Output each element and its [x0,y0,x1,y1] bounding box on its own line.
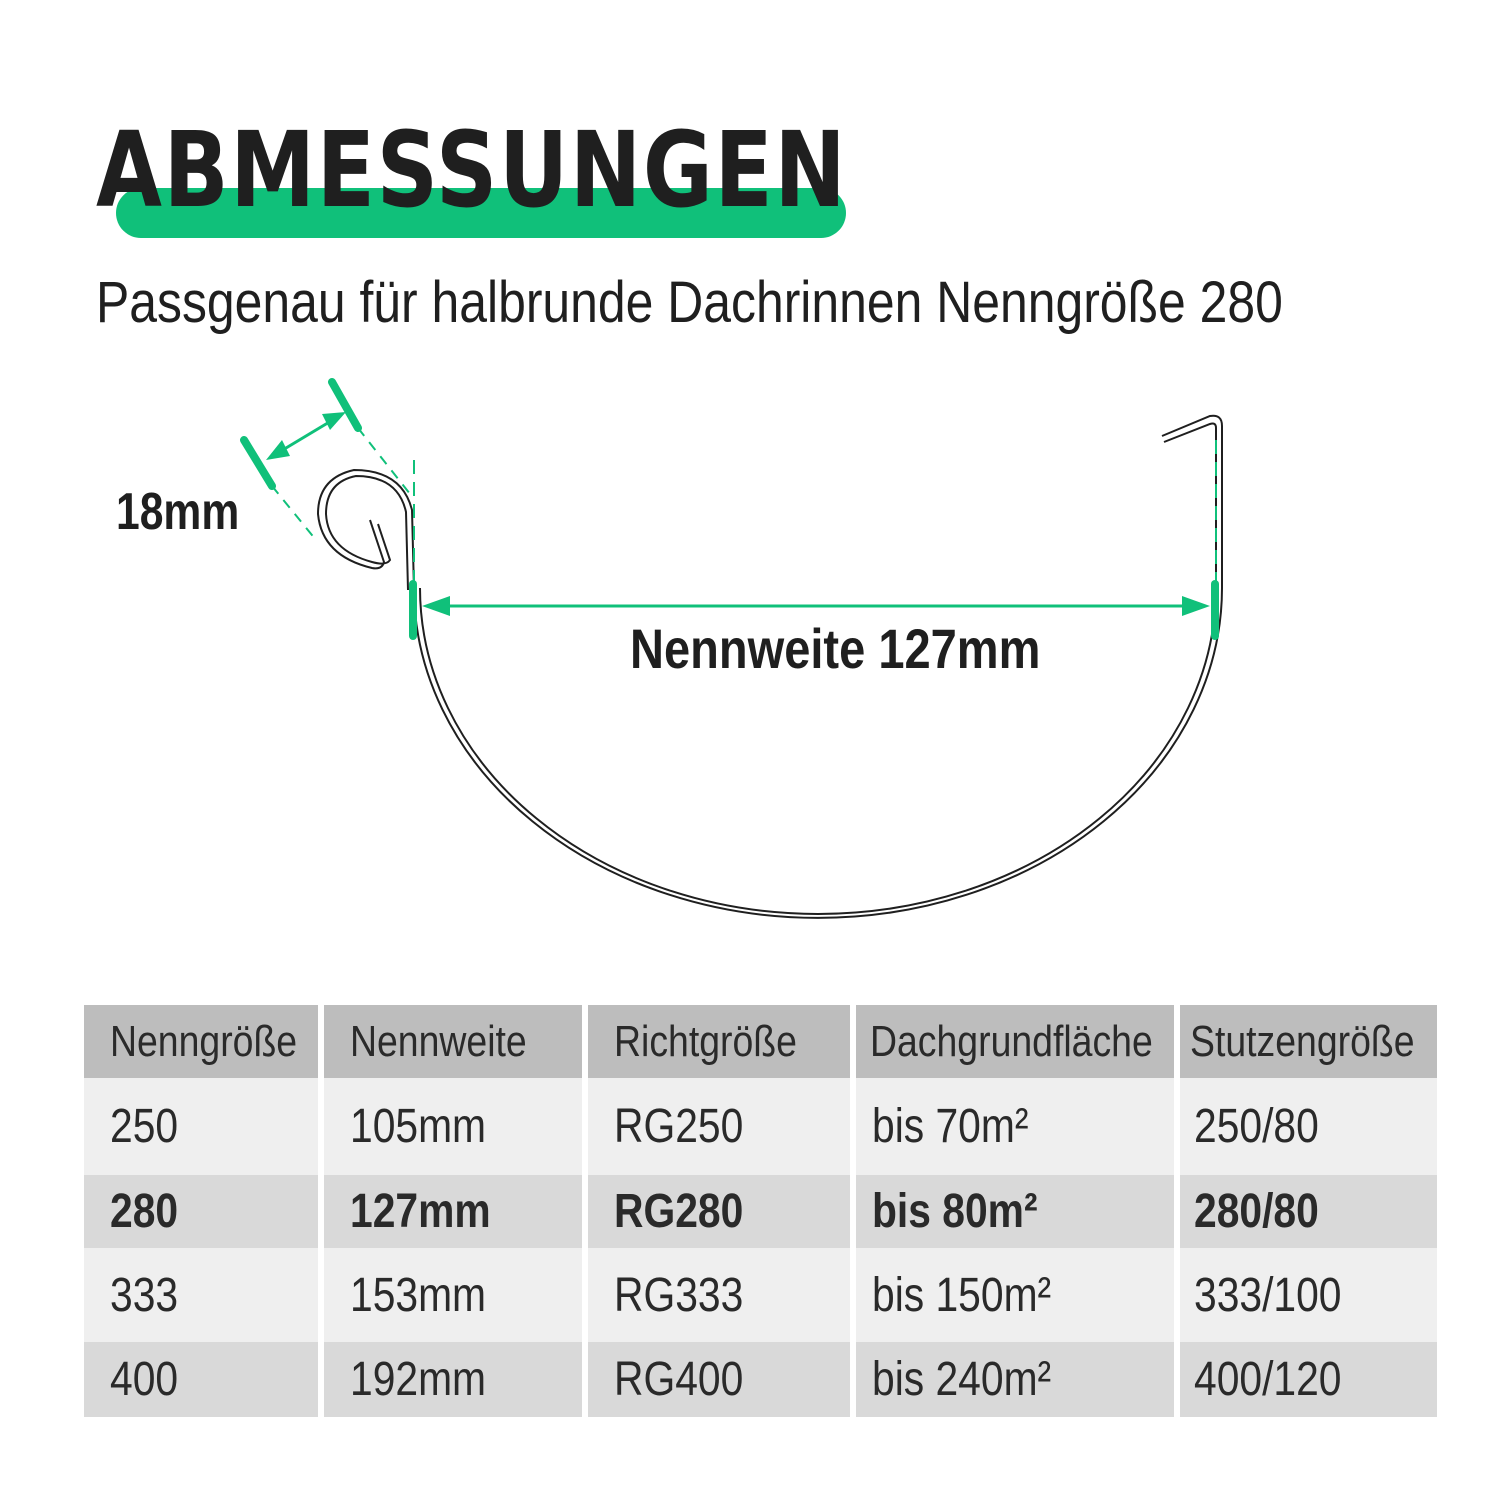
cell-value: 250 [110,1100,179,1153]
bead-dimension-label: 18mm [116,483,240,541]
cell-value: 280 [110,1185,179,1238]
table-cell-highlighted [84,1175,318,1248]
header-label: Stutzengröße [1190,1016,1415,1066]
subtitle: Passgenau für halbrunde Dachrinnen Nenngröße 280 [96,270,1283,335]
table-cell [856,1248,1174,1342]
table-cell [84,1248,318,1342]
cell-value: RG250 [614,1100,744,1153]
cell-value: bis 70m² [872,1100,1029,1153]
header-label: Richtgröße [614,1016,797,1066]
table-cell [324,1078,582,1175]
table-cell [1180,1248,1437,1342]
table-cell-highlighted [588,1175,850,1248]
cell-value: 280/80 [1194,1185,1319,1238]
size-table [84,1005,1435,1417]
table-header-cell [324,1005,582,1078]
cell-value: 400 [110,1353,179,1406]
cell-value: 400/120 [1194,1353,1342,1406]
table-cell [324,1342,582,1417]
width-arrow-right [1182,596,1210,616]
width-arrow-left [422,596,450,616]
header-label: Nenngröße [110,1016,298,1066]
table-header-cell [588,1005,850,1078]
bead-extension-right [358,428,410,494]
dimension-marks [244,382,1216,636]
cell-value: 333 [110,1268,179,1322]
table-cell [1180,1078,1437,1175]
table-cell [84,1342,318,1417]
table-cell [856,1078,1174,1175]
cell-value: 192mm [350,1353,487,1406]
table-cell [588,1342,850,1417]
bead-tick-left [244,440,272,486]
cell-value: bis 150m² [872,1268,1052,1322]
table-header-cell [856,1005,1174,1078]
table-cell-highlighted [324,1175,582,1248]
gutter-bead-outer [318,470,414,590]
table-cell [588,1078,850,1175]
table-cell [84,1078,318,1175]
bead-arrow-left [266,440,290,460]
bead-extension-left [272,486,316,540]
table-header-cell [84,1005,318,1078]
table-cell [588,1248,850,1342]
table-cell-highlighted [1180,1175,1437,1248]
cell-value: 127mm [350,1185,491,1238]
table-cell [1180,1342,1437,1417]
cell-value: 105mm [350,1100,487,1153]
bead-arrow-right [322,412,346,430]
header-label: Dachgrundfläche [870,1016,1153,1066]
cell-value: 333/100 [1194,1268,1342,1322]
cell-value: bis 80m² [872,1185,1038,1238]
header-label: Nennweite [350,1016,527,1066]
width-dimension-label: Nennweite 127mm [630,617,1041,680]
cell-value: 250/80 [1194,1100,1319,1153]
cell-value: RG333 [614,1268,744,1322]
title-block [96,110,856,250]
gutter-back-outer [1162,416,1222,588]
table-header-cell [1180,1005,1437,1078]
table-cell-highlighted [856,1175,1174,1248]
cell-value: RG400 [614,1353,744,1406]
gutter-bead-inner [326,476,408,590]
cell-value: 153mm [350,1268,487,1322]
table-cell [324,1248,582,1342]
gutter-back-inner [1164,424,1216,589]
table-cell [856,1342,1174,1417]
cell-value: RG280 [614,1185,744,1238]
cell-value: bis 240m² [872,1353,1052,1406]
page-title: ABMESSUNGEN [96,109,848,231]
